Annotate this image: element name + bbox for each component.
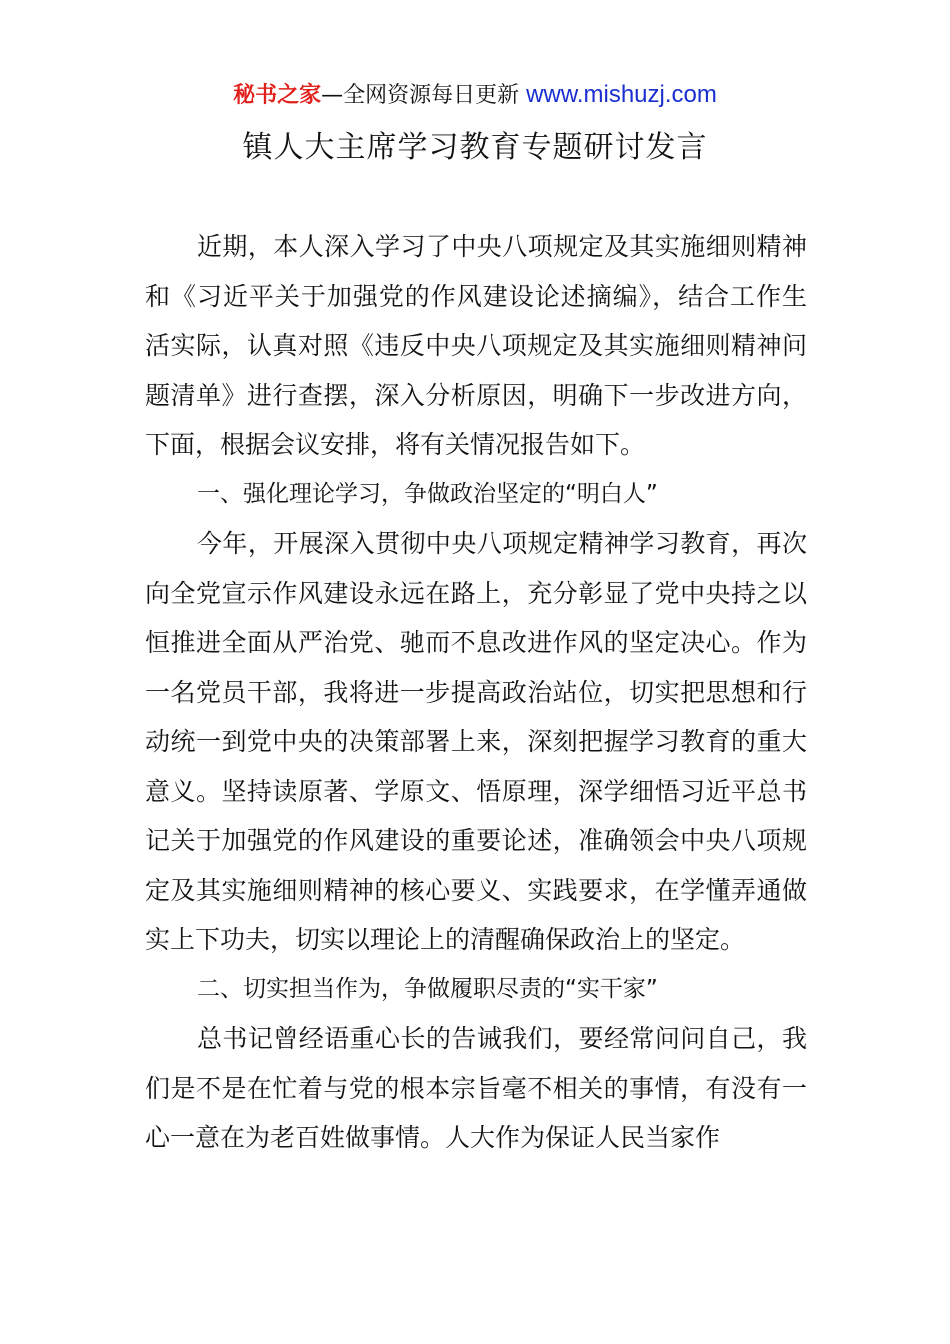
site-url[interactable]: www.mishuzj.com bbox=[526, 81, 717, 108]
site-tagline: —全网资源每日更新 bbox=[321, 83, 520, 108]
document-body bbox=[145, 222, 807, 1163]
site-header bbox=[0, 78, 950, 113]
paragraph-section-1: 今年，开展深入贯彻中央八项规定精神学习教育，再次向全党宣示作风建设永远在路上，充分彰显了党中央持之以恒推进全面从严治党、驰而不息改进作风的坚定决心。作为一名党员干部，我将进一步提高政治站位，切实把思想和行动统一到党中央的决策部署上来，深刻把握学习教育的重大意义。坚持读原著、学原文、悟原理，深学细悟习近平总书记关于加强党的作风建设的重要论述，准确领会中央八项规定及其实施细则精神的核心要义、实践要求，在学懂弄通做实上下功夫，切实以理论上的清醒确保政治上的坚定。 bbox=[145, 529, 807, 954]
section-heading-1: 一、强化理论学习，争做政治坚定的“明白人” bbox=[197, 480, 658, 507]
paragraph-intro: 近期，本人深入学习了中央八项规定及其实施细则精神和《习近平关于加强党的作风建设论述摘编》，结合工作生活实际，认真对照《违反中央八项规定及其实施细则精神问题清单》进行查摆，深入分析原因，明确下一步改进方向，下面，根据会议安排，将有关情况报告如下。 bbox=[145, 232, 807, 459]
section-heading-2: 二、切实担当作为，争做履职尽责的“实干家” bbox=[197, 975, 658, 1002]
document-title: 镇人大主席学习教育专题研讨发言 bbox=[242, 130, 708, 165]
site-brand: 秘书之家 bbox=[233, 83, 322, 108]
paragraph-section-2: 总书记曾经语重心长的告诫我们，要经常问问自己，我们是不是在忙着与党的根本宗旨毫不相关的事情，有没有一心一意在为老百姓做事情。人大作为保证人民当家作 bbox=[145, 1024, 807, 1152]
